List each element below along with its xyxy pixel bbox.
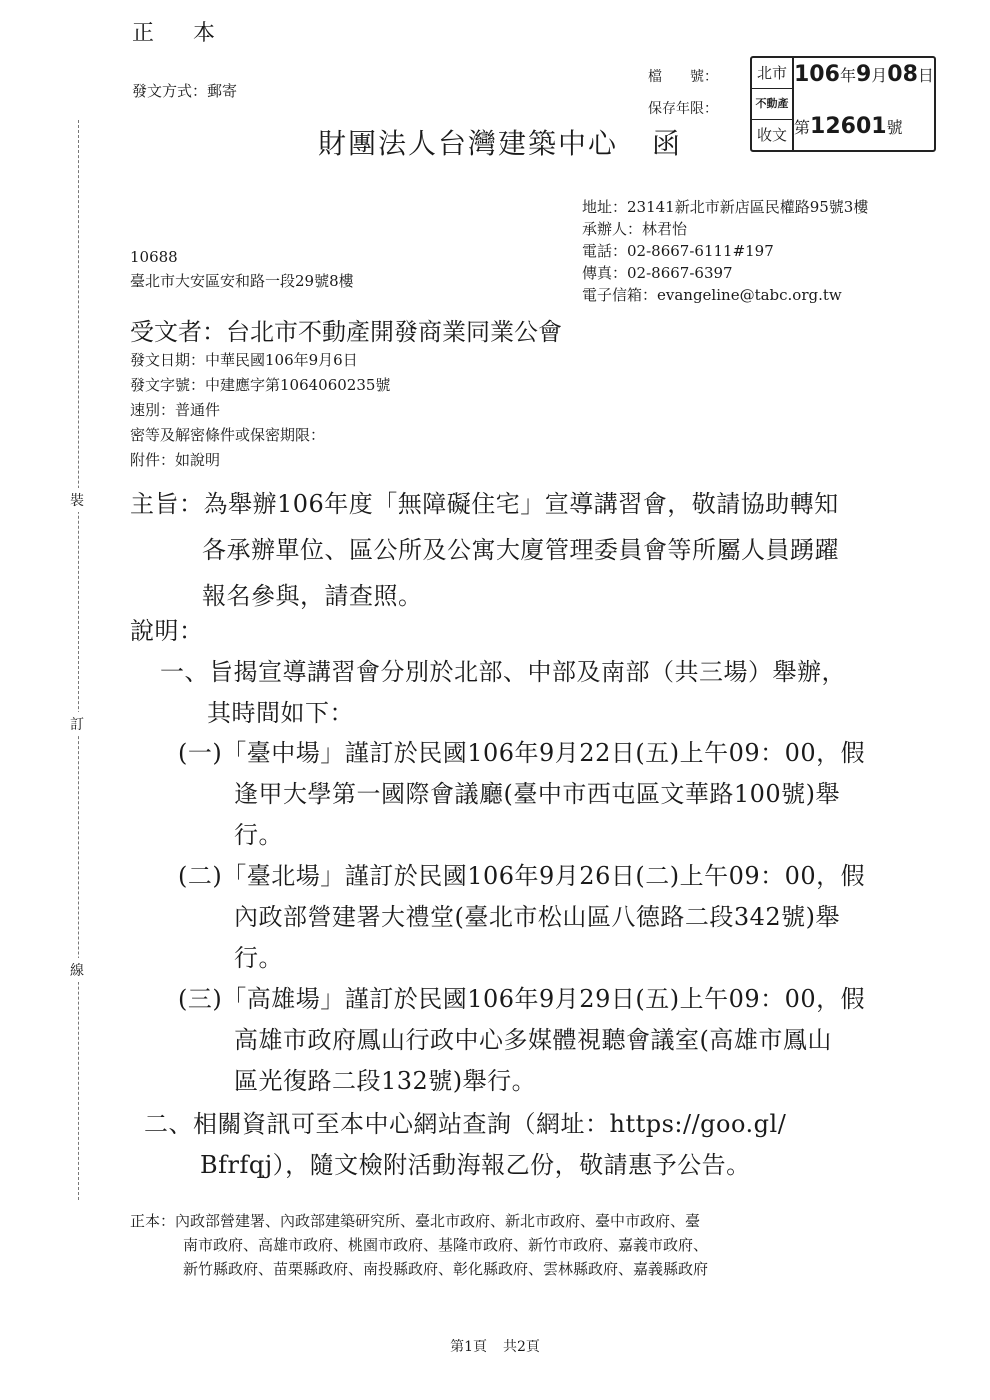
sender-handler: 承辦人：林君怡 [582,220,688,238]
sender-fax: 傳真：02-8667-6397 [582,264,733,282]
stamp-year-unit: 年 [839,66,856,85]
stamp-number: 12601 [810,114,887,139]
subject-line-2: 各承辦單位、區公所及公寓大廈管理委員會等所屬人員踴躍 [202,536,839,564]
stamp-no-prefix: 第 [794,118,811,137]
issue-date: 發文日期：中華民國106年9月6日 [130,351,358,369]
attachment-note: 附件：如說明 [130,451,221,469]
stamp-day: 08 [887,62,918,87]
subject-line-1: 主旨：為舉辦106年度「無障礙住宅」宣導講習會，敬請協助轉知 [130,490,839,518]
secrecy-level: 密等及解密條件或保密期限： [130,426,326,444]
session-3-line-1: (三)「高雄場」謹訂於民國106年9月29日(五)上午09：00，假 [178,985,866,1013]
receipt-stamp [750,56,936,152]
session-2-line-1: (二)「臺北場」謹訂於民國106年9月26日(二)上午09：00，假 [178,862,866,890]
item-1-line-2: 其時間如下： [207,699,354,727]
binding-mark-zhuang: 裝 [70,488,84,512]
issuer-name: 財團法人台灣建築中心 [318,127,619,160]
stamp-month-unit: 月 [871,66,888,85]
stamp-org: 不動產 [752,89,792,120]
session-3-line-2: 高雄市政府鳳山行政中心多媒體視聽會議室(高雄市鳳山 [234,1026,832,1054]
stamp-date [794,62,934,87]
copy-type-label: 正 本 [132,21,231,46]
distribution-line-2: 南市政府、高雄市政府、桃園市政府、基隆市政府、新竹市政府、嘉義市政府、 [183,1236,709,1254]
distribution-line-3: 新竹縣政府、苗栗縣政府、南投縣政府、彰化縣政府、雲林縣政府、嘉義縣政府 [183,1260,709,1278]
session-1-line-3: 行。 [234,821,283,849]
stamp-day-unit: 日 [917,66,934,85]
recipient-address: 臺北市大安區安和路一段29號8樓 [130,272,354,290]
stamp-serial [794,114,903,139]
stamp-month: 9 [855,62,872,87]
sender-email: 電子信箱：evangeline@tabc.org.tw [582,286,842,304]
stamp-no-suffix: 號 [886,118,903,137]
binding-line [78,120,79,1200]
stamp-label-column [752,58,794,150]
session-2-line-2: 內政部營建署大禮堂(臺北市松山區八德路二段342號)舉 [234,903,841,931]
item-2-line-1: 二、相關資訊可至本中心網站查詢（網址：https://goo.gl/ [144,1110,787,1138]
page-total: 共2頁 [503,1339,540,1355]
item-1-line-1: 一、旨揭宣導講習會分別於北部、中部及南部（共三場）舉辦， [160,658,846,686]
stamp-received: 收文 [756,126,787,144]
page-number: 第1頁 [450,1339,487,1355]
session-1-line-2: 逢甲大學第一國際會議廳(臺中市西屯區文華路100號)舉 [234,780,841,808]
send-method: 發文方式：郵寄 [132,82,238,100]
session-2-line-3: 行。 [234,944,283,972]
sender-phone: 電話：02-8667-6111#197 [582,242,774,260]
binding-mark-ding: 訂 [70,712,84,736]
issue-number: 發文字號：中建應字第1064060235號 [130,376,391,394]
recipient-zip: 10688 [130,248,178,266]
page-footer [0,1336,990,1356]
item-2-line-2: Bfrfqj），隨文檢附活動海報乙份，敬請惠予公告。 [200,1151,751,1179]
recipient-line: 受文者：台北市不動產開發商業同業公會 [130,318,562,346]
retention-label: 保存年限： [648,101,718,117]
session-3-line-3: 區光復路二段132號)舉行。 [234,1067,537,1095]
description-label: 說明： [130,617,204,645]
session-1-line-1: (一)「臺中場」謹訂於民國106年9月22日(五)上午09：00，假 [178,739,866,767]
delivery-speed: 速別：普通件 [130,401,221,419]
distribution-line-1: 正本：內政部營建署、內政部建築研究所、臺北市政府、新北市政府、臺中市政府、臺 [130,1212,701,1230]
stamp-city: 北市 [752,58,792,89]
stamp-year: 106 [794,62,840,87]
file-number-label: 檔 號： [648,69,718,85]
document-type: 函 [652,127,683,160]
sender-address: 地址：23141新北市新店區民權路95號3樓 [582,198,869,216]
document-title [318,122,682,162]
subject-line-3: 報名參與，請查照。 [202,582,423,610]
binding-mark-xian: 線 [70,958,84,982]
